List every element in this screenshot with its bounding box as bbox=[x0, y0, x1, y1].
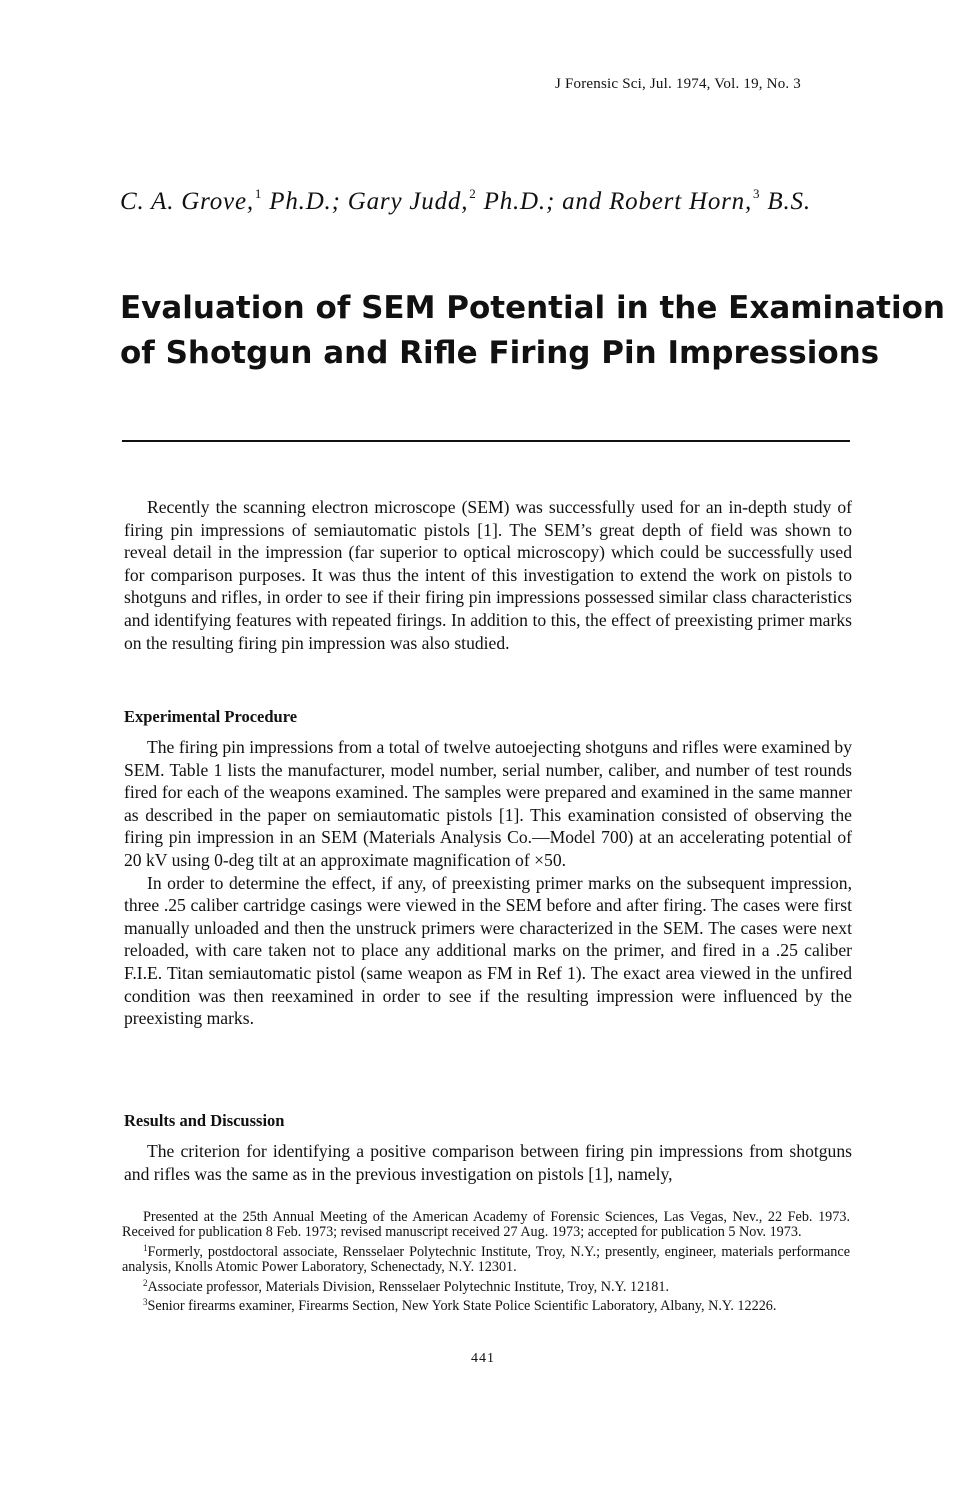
intro-section bbox=[124, 496, 852, 654]
title-line-2: of Shotgun and Rifle Firing Pin Impressions bbox=[120, 335, 880, 371]
procedure-paragraph-1: The firing pin impressions from a total of twelve autoejecting shotguns and rifles were examined by SEM. Table 1 lists the manufacturer, model number, serial number, caliber, and number of test rounds fired for each of the weapons examined. The samples were prepared and examined in the same manner as described in the paper on semiautomatic pistols [1]. This examination consisted of observing the firing pin impression in an SEM (Materials Analysis Co.—Model 700) at an accelerating potential of 20 kV using 0-deg tilt at an approximate magnification of ×50. bbox=[124, 737, 852, 870]
section-heading-procedure: Experimental Procedure bbox=[124, 707, 298, 726]
author-1-footnote-mark: 1 bbox=[254, 186, 263, 201]
results-paragraph-1: The criterion for identifying a positive comparison between firing pin impressions from shotguns and rifles was the same as in the previous investigation on pistols [1], namely, bbox=[124, 1141, 852, 1184]
results-section bbox=[124, 1140, 852, 1185]
footnote-2-mark: 2 bbox=[143, 1277, 148, 1288]
footnote-3 bbox=[122, 1295, 850, 1314]
author-1-name: C. A. Grove, bbox=[120, 188, 254, 215]
page-number: 441 bbox=[471, 1351, 495, 1366]
procedure-section bbox=[124, 736, 852, 1030]
procedure-paragraph-2: In order to determine the effect, if any, of preexisting primer marks on the subsequent impression, three .25 caliber cartridge casings were viewed in the SEM before and after firing. The cases were first manually unloaded and then the unstruck primers were characterized in the SEM. The cases were next reloaded, with care taken not to place any additional marks on the primer, and fired in a .25 caliber F.I.E. Titan semiautomatic pistol (same weapon as FM in Ref 1). The exact area viewed in the unfired condition was then reexamined in order to see if the resulting impression were influenced by the preexisting marks. bbox=[124, 872, 852, 1029]
author-line bbox=[120, 186, 811, 216]
author-3-footnote-mark: 3 bbox=[753, 186, 761, 201]
footnote-1-text: Formerly, postdoctoral associate, Rensselaer Polytechnic Institute, Troy, N.Y.; presently, engineer, materials performance analysis, Knolls Atomic Power Laboratory, Schenectady, N.Y. 12301. bbox=[122, 1243, 850, 1276]
author-2-footnote-mark: 2 bbox=[469, 186, 477, 201]
title-line-1: Evaluation of SEM Potential in the Examination bbox=[120, 290, 945, 326]
footnote-3-mark: 3 bbox=[143, 1297, 148, 1308]
footnote-presented: Presented at the 25th Annual Meeting of the American Academy of Forensic Sciences, Las Vegas, Nev., 22 Feb. 1973. Received for publication 8 Feb. 1973; revised manuscript received 27 Aug. 1973; accepted for publication 5 Nov. 1973. bbox=[122, 1209, 850, 1241]
author-3-name: Robert Horn, bbox=[609, 188, 753, 215]
author-1-degree: Ph.D.; bbox=[262, 188, 348, 215]
author-2-degree: Ph.D.; and bbox=[476, 188, 610, 215]
footnote-2 bbox=[122, 1276, 850, 1295]
author-3-degree: B.S. bbox=[760, 188, 811, 215]
footnote-1 bbox=[122, 1241, 850, 1276]
footnote-1-mark: 1 bbox=[143, 1242, 148, 1253]
intro-paragraph: Recently the scanning electron microscope (SEM) was successfully used for an in-depth study of firing pin impressions of semiautomatic pistols [1]. The SEM’s great depth of field was shown to reveal detail in the impression (far superior to optical microscopy) which could be successfully used for comparison purposes. It was thus the intent of this investigation to extend the work on pistols to shotguns and rifles, in order to see if their firing pin impressions possessed similar class characteristics and identifying features with repeated firings. In addition to this, the effect of preexisting primer marks on the resulting firing pin impression was also studied. bbox=[124, 497, 852, 653]
footnotes bbox=[122, 1210, 850, 1314]
journal-citation: J Forensic Sci, Jul. 1974, Vol. 19, No. 3 bbox=[555, 76, 801, 92]
title-divider bbox=[122, 440, 850, 442]
article-title bbox=[120, 286, 945, 376]
author-2-name: Gary Judd, bbox=[347, 188, 469, 215]
section-heading-results: Results and Discussion bbox=[124, 1111, 285, 1130]
footnote-2-text: Associate professor, Materials Division, Rensselaer Polytechnic Institute, Troy, N.Y. 12181. bbox=[147, 1278, 670, 1295]
footnote-3-text: Senior firearms examiner, Firearms Section, New York State Police Scientific Laboratory, Albany, N.Y. 12226. bbox=[147, 1298, 777, 1315]
